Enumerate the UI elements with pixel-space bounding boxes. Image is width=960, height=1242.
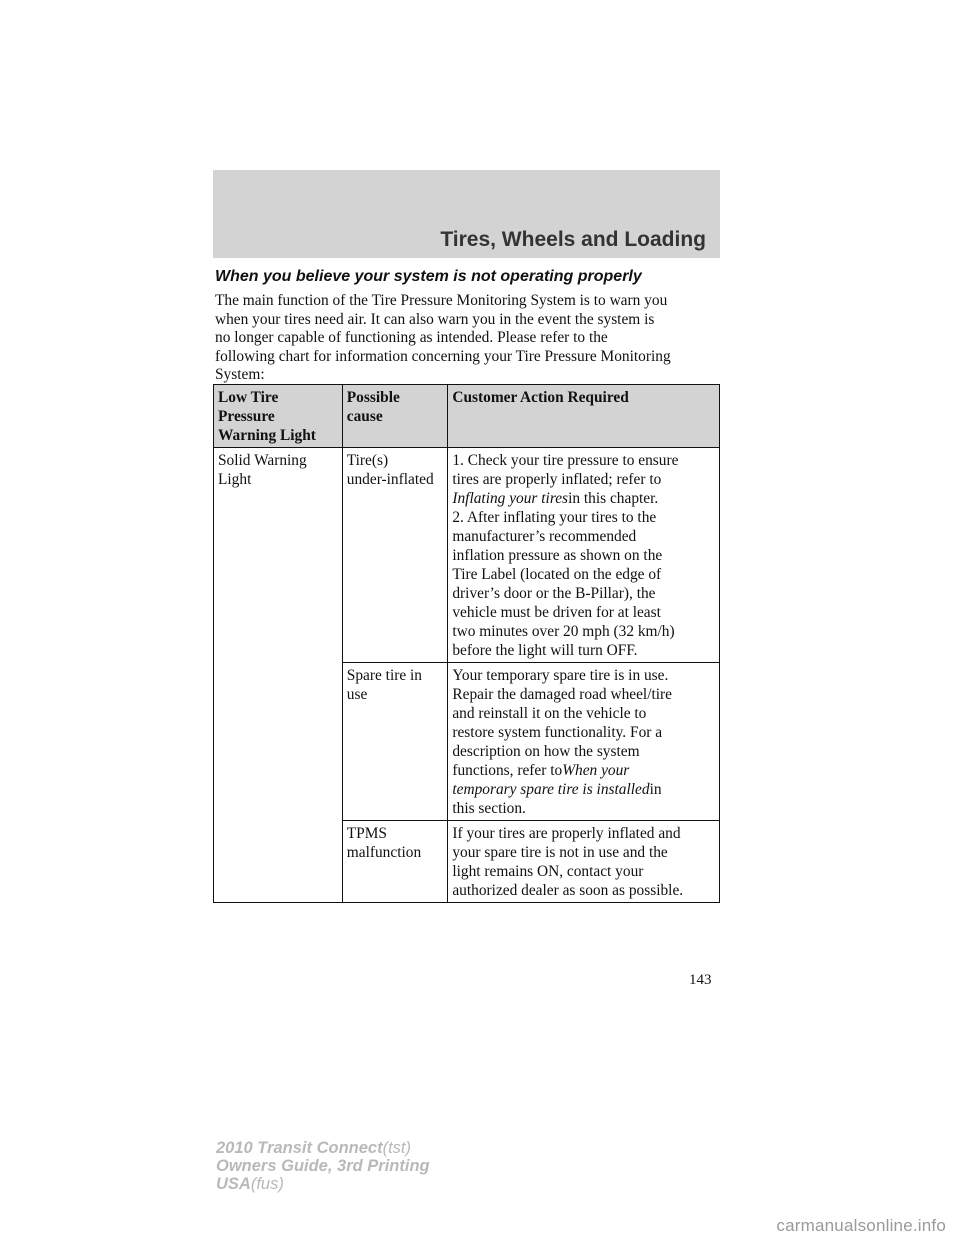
action-text: in this chapter.	[568, 490, 659, 507]
footer-line: Owners Guide, 3rd Printing	[216, 1157, 430, 1175]
footer-code: (fus)	[250, 1175, 284, 1193]
chapter-header-band	[213, 170, 720, 258]
watermark: carmanualsonline.info	[776, 1216, 946, 1235]
footer-code: (tst)	[382, 1139, 412, 1157]
cross-reference-link: Inflating your tires	[452, 490, 569, 507]
action-cell	[448, 448, 720, 663]
footer-model: 2010 Transit Connect	[216, 1139, 383, 1157]
action-cell	[448, 663, 720, 821]
cross-reference-link: When your temporary spare tire is installed	[452, 762, 650, 798]
action-text: 2. After inflating your tires to the manufacturer’s recommended inflation pressure as shown on the Tire Label (located on the edge of driver’s door or the B-Pillar), the vehicle must be driven for at least two minutes over 20 mph (32 km/h) before the light will turn OFF.	[452, 509, 675, 659]
tpms-troubleshooting-table	[213, 384, 720, 903]
footer-line	[216, 1175, 430, 1193]
action-cell: If your tires are properly inflated and your spare tire is not in use and the light remains ON, contact your authorized dealer as soon as possible.	[448, 821, 720, 903]
cause-cell: Spare tire in use	[342, 663, 448, 821]
table-header-row	[214, 385, 720, 448]
cause-cell: Tire(s) under-inflated	[342, 448, 448, 663]
chapter-title: Tires, Wheels and Loading	[440, 228, 706, 251]
table-row	[214, 448, 720, 663]
action-text: Your temporary spare tire is in use. Repair the damaged road wheel/tire and reinstall it on the vehicle to restore system functionality. For a description on how the system functions, refer to	[452, 667, 672, 779]
page-number: 143	[689, 972, 712, 988]
intro-paragraph: The main function of the Tire Pressure Monitoring System is to warn you when your tires need air. It can also warn you in the event the system is no longer capable of functioning as intended. Please refer to the following chart for information concerning your Tire Pressure Monitoring System:	[215, 292, 671, 384]
footer-market: USA	[216, 1175, 251, 1193]
action-text: in this section.	[452, 781, 662, 817]
section-heading: When you believe your system is not operating properly	[215, 268, 642, 285]
header-possible-cause: Possible cause	[342, 385, 448, 448]
warning-light-cell: Solid Warning Light	[214, 448, 343, 903]
header-customer-action: Customer Action Required	[448, 385, 720, 448]
document-footer	[216, 1139, 430, 1193]
header-warning-light: Low Tire Pressure Warning Light	[214, 385, 343, 448]
footer-line	[216, 1139, 430, 1157]
action-text: 1. Check your tire pressure to ensure tires are properly inflated; refer to	[452, 452, 679, 488]
cause-cell: TPMS malfunction	[342, 821, 448, 903]
